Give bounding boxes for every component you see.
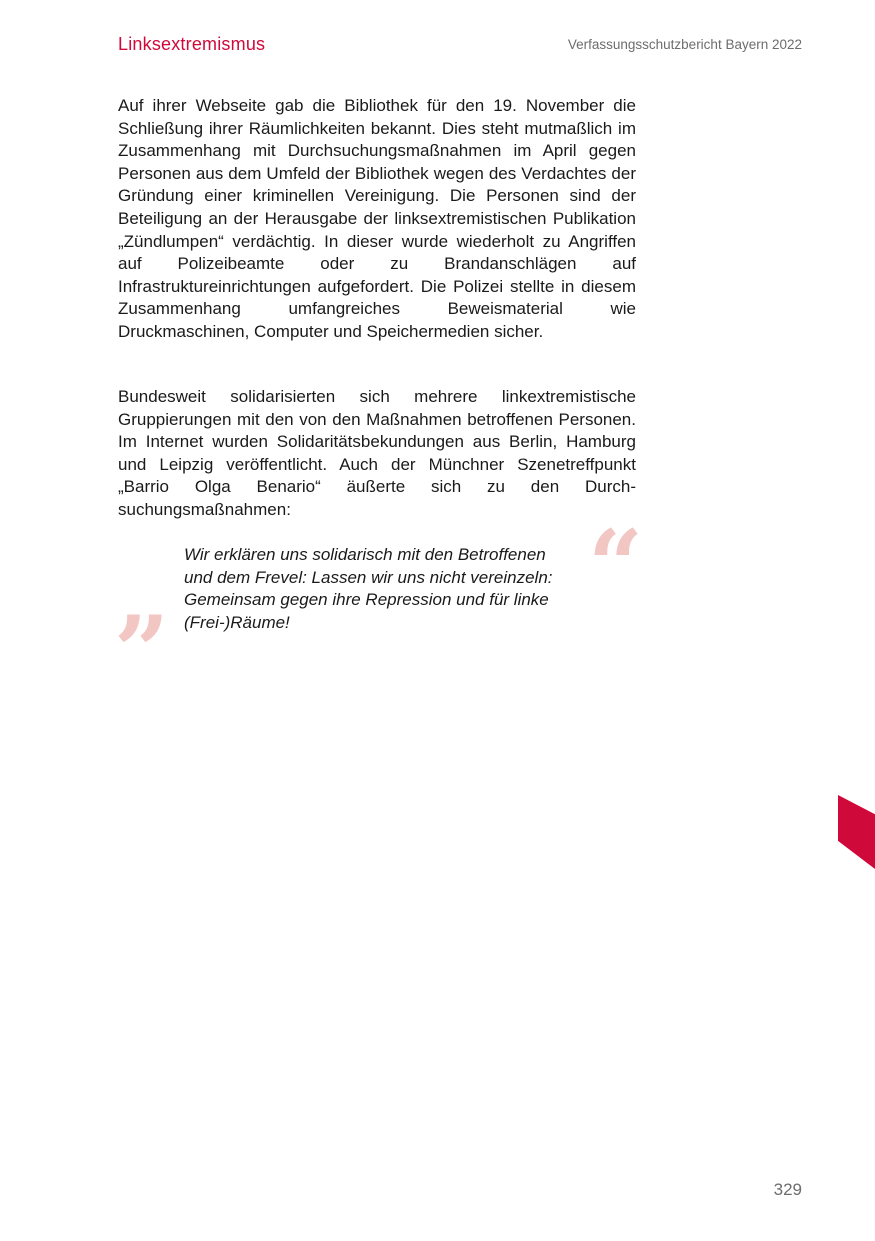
body-paragraph-1: Auf ihrer Webseite gab die Bibliothek für den 19. November die Schließung ihrer Räumlichkeiten bekannt. Dies steht mutmaßlich im Zusammenhang mit Durchsuchungsmaßnahmen im April gegen Personen aus dem Umfeld der Bibliothek wegen des Verdachtes der Gründung einer kriminellen Vereinigung. Die Personen sind der Beteiligung an der Herausgabe der linksextremistischen Publikation „Zündlumpen“ verdächtig. In dieser wurde wiederholt zu Angriffen auf Polizeibeamte oder zu Brandanschlägen auf Infrastruktureinrichtungen aufgefordert. Die Polizei stellte in diesem Zusammenhang umfangreiches Beweismaterial wie Druckmaschinen, Computer und Speichermedien sicher. <box>118 96 636 341</box>
section-title: Linksextremismus <box>118 34 266 54</box>
open-quote-mark-icon: “ <box>588 509 644 622</box>
chapter-tab-marker <box>838 795 875 869</box>
page-number: 329 <box>773 1180 802 1199</box>
close-quote-mark-icon: ” <box>114 595 170 708</box>
running-header: Verfassungsschutzbericht Bayern 2022 <box>567 37 802 52</box>
block-quote: Wir erklären uns solidarisch mit den Betroffenen und dem Frevel: Lassen wir uns nicht vereinzeln: Gemeinsam gegen ihre Repression und für linke (Frei-)Räume! <box>184 545 553 632</box>
body-paragraph-2: Bundesweit solidarisierten sich mehrere linkextremistische Gruppierungen mit den von den Maßnahmen betroffenen Personen. Im Internet wurden Solidaritätsbekundungen aus Berlin, Hamburg und Leipzig veröffentlicht. Auch der Münchner Szenetreffpunkt „Barrio Olga Benario“ äußerte sich zu den Durchsuchungsmaßnahmen: <box>118 387 636 519</box>
